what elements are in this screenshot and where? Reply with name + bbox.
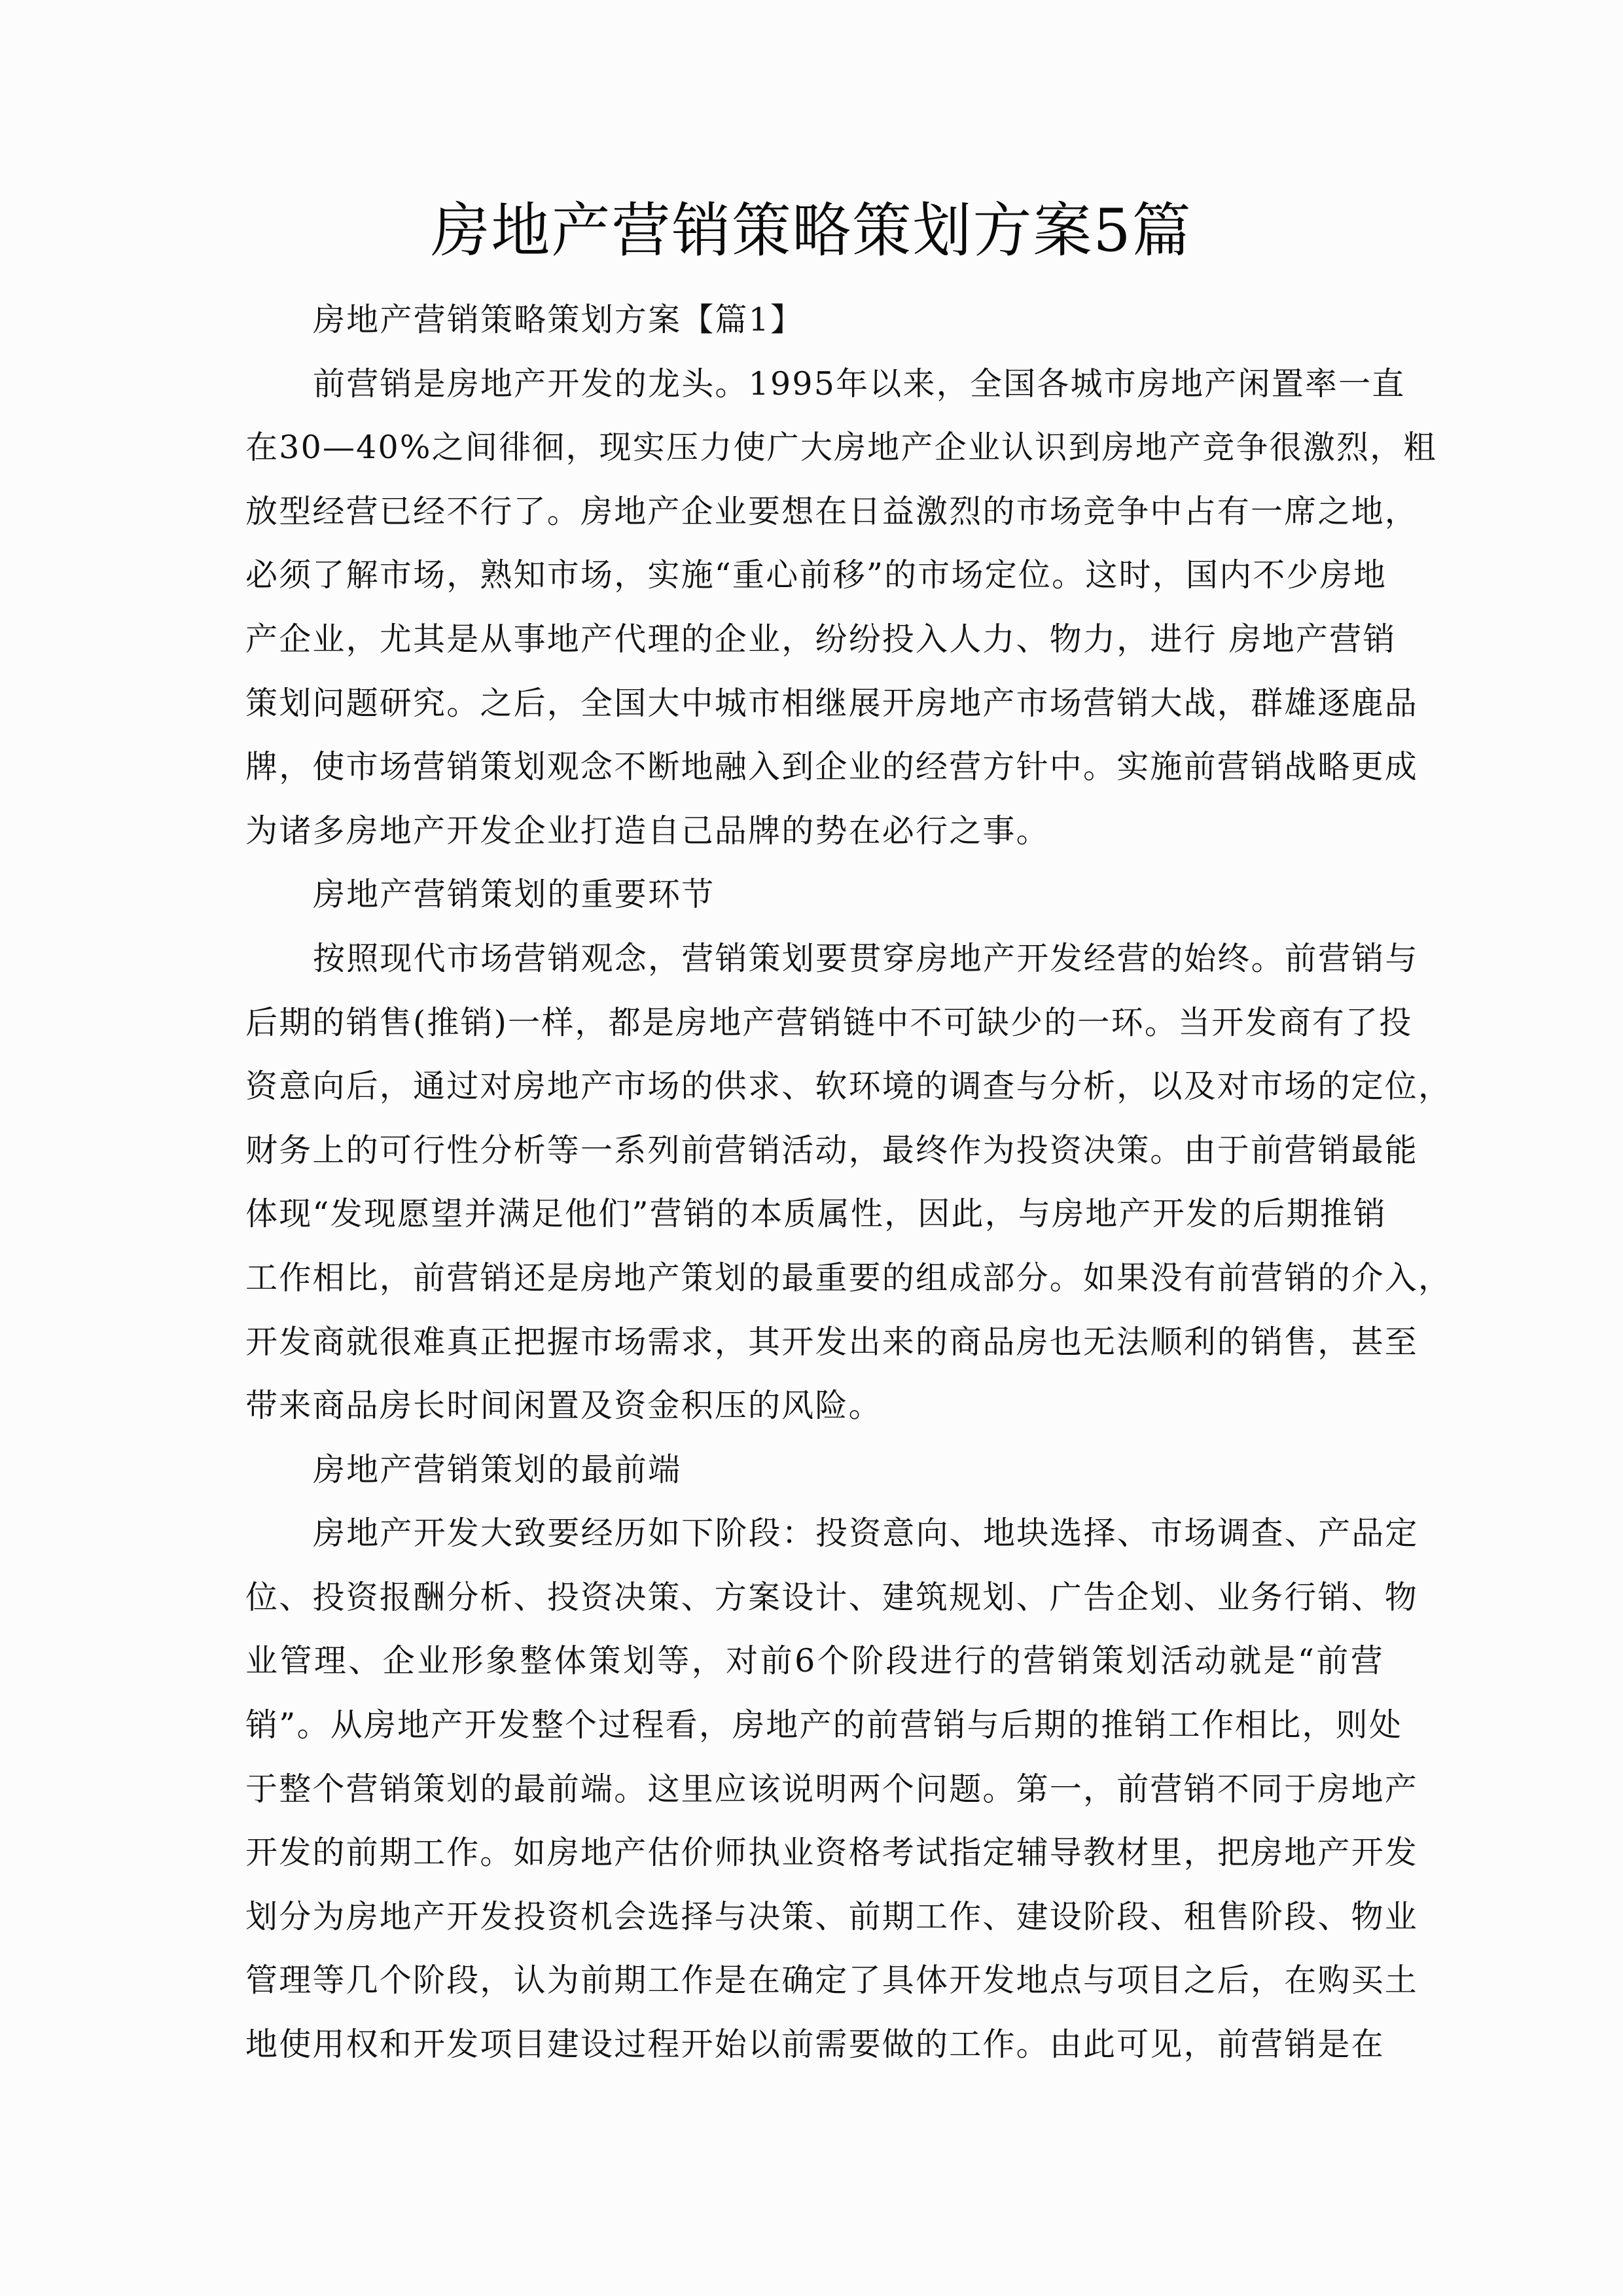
paragraph-line: 地使用权和开发项目建设过程开始以前需要做的工作。由此可见，前营销是在 — [245, 2026, 1385, 2064]
paragraph-line: 开发的前期工作。如房地产估价师执业资格考试指定辅导教材里，把房地产开发 — [245, 1834, 1419, 1872]
paragraph-line: 带来商品房长时间闲置及资金积压的风险。 — [245, 1387, 882, 1425]
section-heading: 房地产营销策划的最前端 — [313, 1450, 682, 1488]
paragraph-line: 房地产开发大致要经历如下阶段：投资意向、地块选择、市场调查、产品定 — [313, 1515, 1419, 1552]
paragraph-line: 前营销是房地产开发的龙头。1995年以来，全国各城市房地产闲置率一直 — [313, 365, 1406, 403]
section-heading: 房地产营销策划的重要环节 — [313, 876, 715, 914]
paragraph-line: 财务上的可行性分析等一系列前营销活动，最终作为投资决策。由于前营销最能 — [245, 1131, 1419, 1169]
paragraph-line: 必须了解市场，熟知市场，实施“重心前移”的市场定位。这时，国内不少房地 — [245, 556, 1387, 594]
paragraph-line: 按照现代市场营销观念，营销策划要贯穿房地产开发经营的始终。前营销与 — [313, 939, 1419, 977]
paragraph-line: 体现“发现愿望并满足他们”营销的本质属性，因此，与房地产开发的后期推销 — [245, 1195, 1387, 1233]
paragraph-line: 产企业，尤其是从事地产代理的企业，纷纷投入人力、物力，进行 房地产营销 — [245, 620, 1397, 658]
paragraph-line: 于整个营销策划的最前端。这里应该说明两个问题。第一，前营销不同于房地产 — [245, 1770, 1419, 1808]
paragraph-line: 为诸多房地产开发企业打造自己品牌的势在必行之事。 — [245, 812, 1050, 850]
paragraph-line: 位、投资报酬分析、投资决策、方案设计、建筑规划、广告企划、业务行销、物 — [245, 1578, 1419, 1616]
document-body — [245, 288, 1452, 2077]
paragraph-line: 放型经营已经不行了。房地产企业要想在日益激烈的市场竞争中占有一席之地， — [245, 492, 1419, 530]
paragraph-line: 后期的销售(推销)一样，都是房地产营销链中不可缺少的一环。当开发商有了投 — [245, 1003, 1413, 1041]
paragraph-line: 销”。从房地产开发整个过程看，房地产的前营销与后期的推销工作相比，则处 — [245, 1706, 1403, 1744]
document-title: 房地产营销策略策划方案5篇 — [431, 196, 1192, 265]
paragraph-line: 在30—40%之间徘徊，现实压力使广大房地产企业认识到房地产竞争很激烈，粗 — [245, 429, 1437, 467]
section-heading: 房地产营销策略策划方案【篇1】 — [313, 301, 804, 338]
paragraph-line: 牌，使市场营销策划观念不断地融入到企业的经营方针中。实施前营销战略更成 — [245, 748, 1419, 786]
paragraph-line: 资意向后，通过对房地产市场的供求、软环境的调查与分析，以及对市场的定位， — [245, 1067, 1452, 1105]
paragraph-line: 策划问题研究。之后，全国大中城市相继展开房地产市场营销大战，群雄逐鹿品 — [245, 684, 1419, 722]
paragraph-line: 开发商就很难真正把握市场需求，其开发出来的商品房也无法顺利的销售，甚至 — [245, 1323, 1419, 1361]
paragraph-line: 划分为房地产开发投资机会选择与决策、前期工作、建设阶段、租售阶段、物业 — [245, 1897, 1419, 1935]
paragraph-line: 业管理、企业形象整体策划等，对前6个阶段进行的营销策划活动就是“前营 — [245, 1642, 1384, 1680]
paragraph-line: 管理等几个阶段，认为前期工作是在确定了具体开发地点与项目之后，在购买土 — [245, 1962, 1419, 2000]
paragraph-line: 工作相比，前营销还是房地产策划的最重要的组成部分。如果没有前营销的介入， — [245, 1259, 1452, 1297]
